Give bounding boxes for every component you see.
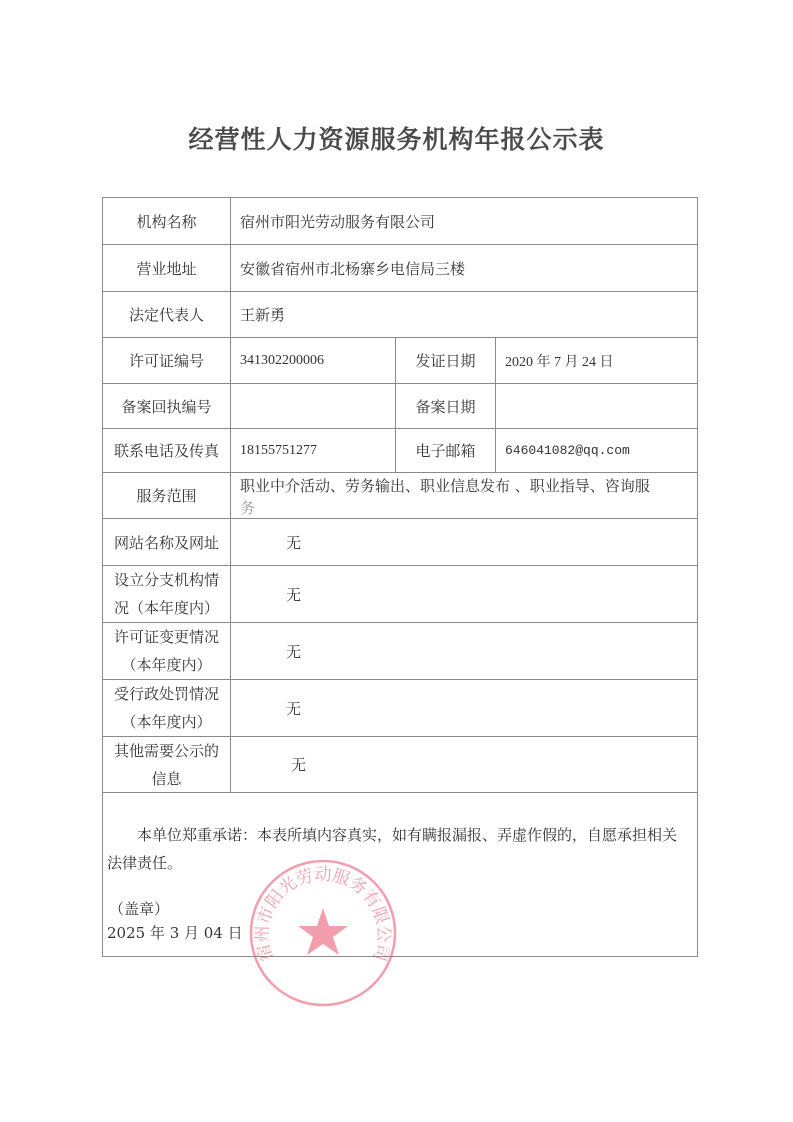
email-label: 电子邮箱 (396, 429, 496, 472)
website-value: 无 (286, 533, 302, 552)
filing-date-label: 备案日期 (396, 384, 496, 428)
penalty-label-line2: （本年度内） (121, 713, 212, 731)
address-value: 安徽省宿州市北杨寨乡电信局三楼 (240, 259, 466, 278)
row-scope (103, 473, 697, 519)
row-filing (103, 384, 697, 429)
scope-text-tail: 务 (240, 499, 256, 517)
email-value: 646041082@qq.com (505, 443, 630, 458)
seal-text: 宿州市阳光劳动服务有限公司 (252, 865, 394, 964)
row-license-change (103, 623, 697, 680)
penalty-label (103, 680, 231, 736)
pledge-section (103, 793, 697, 956)
seal-star-icon (298, 908, 348, 955)
website-label: 网站名称及网址 (103, 519, 231, 565)
page-title: 经营性人力资源服务机构年报公示表 (188, 125, 605, 154)
other-value: 无 (291, 756, 307, 774)
scope-label: 服务范围 (103, 473, 231, 518)
issue-date-label: 发证日期 (396, 338, 496, 383)
license-change-label-line2: （本年度内） (121, 656, 212, 674)
license-change-label (103, 623, 231, 679)
signature-date: 2025 年 3 月 04 日 (107, 924, 243, 942)
filing-date-value (496, 384, 697, 428)
report-table (102, 197, 698, 957)
penalty-label-line1: 受行政处罚情况 (113, 685, 219, 703)
address-label: 营业地址 (103, 245, 231, 291)
branches-label-line1: 设立分支机构情 (113, 571, 219, 589)
row-org-name (103, 198, 697, 245)
row-contact (103, 429, 697, 473)
row-other (103, 737, 697, 793)
row-branches (103, 566, 697, 623)
phone-value: 18155751277 (231, 429, 396, 472)
license-change-value: 无 (286, 642, 302, 661)
issue-date-value: 2020 年 7 月 24 日 (505, 354, 614, 370)
other-label-line2: 信息 (151, 769, 182, 788)
scope-value (231, 473, 697, 518)
branches-label-line2: 况（本年度内） (113, 599, 219, 617)
scope-text: 职业中介活动、劳务输出、职业信息发布 、职业指导、咨询服 (240, 477, 650, 495)
org-name-value: 宿州市阳光劳动服务有限公司 (240, 212, 436, 231)
contact-label: 联系电话及传真 (103, 429, 231, 472)
pledge-text: 本单位郑重承诺：本表所填内容真实，如有瞒报漏报、弄虚作假的，自愿承担相关法律责任。 (107, 826, 678, 872)
other-label-line1: 其他需要公示的 (113, 741, 219, 760)
other-label (103, 737, 231, 792)
row-legal-rep (103, 292, 697, 338)
legal-rep-label: 法定代表人 (103, 292, 231, 337)
row-penalty (103, 680, 697, 737)
license-number-label: 许可证编号 (103, 338, 231, 383)
license-change-label-line1: 许可证变更情况 (113, 628, 219, 646)
branches-label (103, 566, 231, 622)
seal-label: （盖章） (109, 900, 170, 918)
row-license (103, 338, 697, 384)
org-name-label: 机构名称 (103, 198, 231, 244)
branches-value: 无 (286, 585, 302, 604)
license-number-value: 341302200006 (231, 338, 396, 383)
legal-rep-value: 王新勇 (240, 306, 286, 324)
company-seal-stamp (248, 858, 398, 1008)
row-website (103, 519, 697, 566)
penalty-value: 无 (286, 699, 302, 718)
filing-number-value (231, 384, 396, 428)
filing-number-label: 备案回执编号 (103, 384, 231, 428)
row-address (103, 245, 697, 292)
